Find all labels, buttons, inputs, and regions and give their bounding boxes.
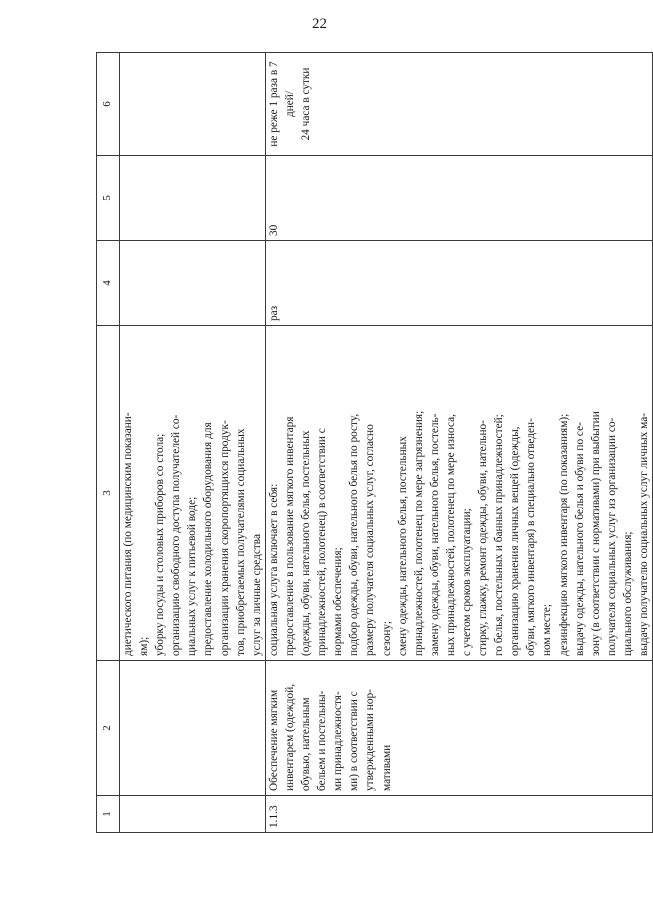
unit-cell: раз: [265, 241, 652, 326]
frequency-cell: не реже 1 раза в 7 дней/ 24 часа в сутки: [265, 53, 652, 156]
header-cell-1: 1: [97, 796, 120, 833]
table-header-row: [97, 53, 120, 833]
services-table: [96, 52, 653, 833]
header-cell-5: 5: [97, 156, 120, 241]
header-cell-4: 4: [97, 241, 120, 326]
volume-cell: [120, 156, 266, 241]
row-number-cell: 1.1.3: [265, 796, 652, 833]
service-name-cell: [120, 661, 266, 796]
table-row: [120, 53, 266, 833]
frequency-cell: [120, 53, 266, 156]
rotated-table-container: [96, 53, 650, 833]
table-row: [265, 53, 652, 833]
header-cell-2: 2: [97, 661, 120, 796]
header-cell-3: 3: [97, 326, 120, 661]
service-description-cell: социальная услуга включает в себя: предоставление в пользование мягкого инвентаря (одежды, обуви, нательного белья, постельных принадлежностей, полотенец) в соответствии с нормами обеспечения; подбор одежды, обуви, нательного белья по росту, размеру получателя социальных услуг, согласно сезону; смену одежды, нательного белья, постельных принадлежностей, полотенец по мере загрязнения; замену одежды, обуви, нательного белья, постель- ных принадлежностей, полотенец по мере износа, с учетом сроков эксплуатации; стирку, глажку, ремонт одежды, обуви, нательно- го белья, постельных и банных принадлежностей; организацию хранения личных вещей (одежды, обуви, мягкого инвентаря) в специально отведен- ном месте; дезинфекцию мягкого инвентаря (по показаниям); выдачу одежды, нательного белья и обуви по се- зону (в соответствии с нормативами) при выбытии получателя социальных услуг из организации со- циального обслуживания; выдачу получателю социальных услуг личных ма-: [265, 326, 652, 661]
page-number: 22: [312, 16, 327, 32]
header-cell-6: 6: [97, 53, 120, 156]
row-number-cell: [120, 796, 266, 833]
volume-cell: 30: [265, 156, 652, 241]
service-description-cell: диетического питания (по медицинским показани- ям); уборку посуды и столовых приборов со стола; организацию свободного доступа получателей со- циальных услуг к питьевой воде; предоставление холодильного оборудования для организации хранения скоропортящихся продук- тов, приобретаемых получателями социальных услуг за личные средства: [120, 326, 266, 661]
service-name-cell: Обеспечение мягким инвентарем (одеждой, обувью, нательным бельем и постельны- ми принадлежностя- ми) в соответствии с утвержденными нор- мативами: [265, 661, 652, 796]
unit-cell: [120, 241, 266, 326]
